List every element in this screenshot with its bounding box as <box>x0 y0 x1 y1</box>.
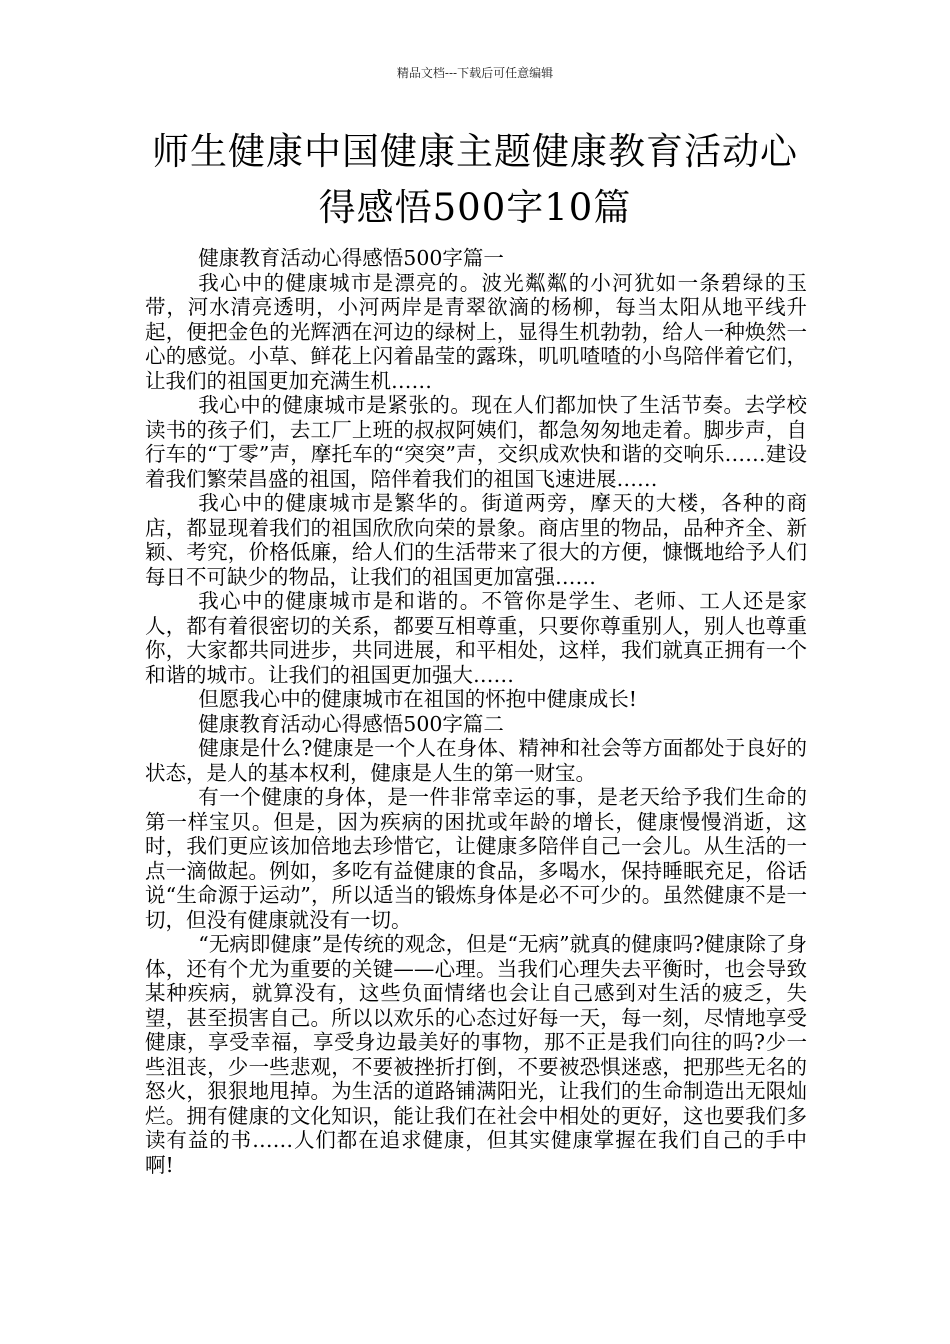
paragraph: 我心中的健康城市是漂亮的。波光粼粼的小河犹如一条碧绿的玉带，河水清亮透明，小河两岸是青翠欲滴的杨柳，每当太阳从地平线升起，便把金色的光辉洒在河边的绿树上，显得生机勃勃，给人一种焕然一心的感觉。小草、鲜花上闪着晶莹的露珠，叽叽喳喳的小鸟陪伴着它们，让我们的祖国更加充满生机…… <box>145 270 807 393</box>
paragraph: “无病即健康”是传统的观念，但是“无病”就真的健康吗?健康除了身体，还有个尤为重要的关键——心理。当我们心理失去平衡时，也会导致某种疾病，就算没有，这些负面情绪也会让自己感到对生活的疲乏，失望，甚至损害自己。所以以欢乐的心态过好每一天，每一刻，尽情地享受健康，享受幸福，享受身边最美好的事物，那不正是我们向往的吗?少一些沮丧，少一些悲观，不要被挫折打倒，不要被恐惧迷惑，把那些无名的怒火，狠狠地甩掉。为生活的道路铺满阳光，让我们的生命制造出无限灿烂。拥有健康的文化知识，能让我们在社会中相处的更好，这也要我们多读有益的书……人们都在追求健康，但其实健康掌握在我们自己的手中啊! <box>145 932 807 1177</box>
section-heading: 健康教育活动心得感悟500字篇一 <box>198 246 504 270</box>
page-header-note: 精品文档---下载后可任意编辑 <box>396 66 554 80</box>
section-2 <box>145 712 807 1178</box>
section-heading: 健康教育活动心得感悟500字篇二 <box>198 711 504 736</box>
document-title: 师生健康中国健康主题健康教育活动心得感悟500字10篇 <box>152 130 798 229</box>
paragraph: 健康是什么?健康是一个人在身体、精神和社会等方面都处于良好的状态，是人的基本权利，健康是人生的第一财宝。 <box>145 736 807 785</box>
paragraph: 但愿我心中的健康城市在祖国的怀抱中健康成长! <box>198 687 638 711</box>
section-1 <box>145 246 807 712</box>
paragraph: 有一个健康的身体，是一件非常幸运的事，是老天给予我们生命的第一样宝贝。但是，因为疾病的困扰或年龄的增长，健康慢慢消逝，这时，我们更应该加倍地去珍惜它，让健康多陪伴自己一会儿。从生活的一点一滴做起。例如，多吃有益健康的食品，多喝水，保持睡眠充足，俗话说“生命源于运动”，所以适当的锻炼身体是必不可少的。虽然健康不是一切，但没有健康就没有一切。 <box>145 785 807 932</box>
paragraph: 我心中的健康城市是和谐的。不管你是学生、老师、工人还是家人，都有着很密切的关系，都要互相尊重，只要你尊重别人，别人也尊重你，大家都共同进步，共同进展，和平相处，这样，我们就真正拥有一个和谐的城市。让我们的祖国更加强大…… <box>145 589 807 687</box>
document-body <box>145 246 807 1177</box>
paragraph: 我心中的健康城市是紧张的。现在人们都加快了生活节奏。去学校读书的孩子们，去工厂上班的叔叔阿姨们，都急匆匆地走着。脚步声，自行车的“丁零”声，摩托车的“突突”声，交织成欢快和谐的交响乐……建设着我们繁荣昌盛的祖国，陪伴着我们的祖国飞速进展…… <box>145 393 807 491</box>
paragraph: 我心中的健康城市是繁华的。街道两旁，摩天的大楼，各种的商店，都显现着我们的祖国欣欣向荣的景象。商店里的物品，品种齐全、新颖、考究，价格低廉，给人们的生活带来了很大的方便，慷慨地给予人们每日不可缺少的物品，让我们的祖国更加富强…… <box>145 491 807 589</box>
